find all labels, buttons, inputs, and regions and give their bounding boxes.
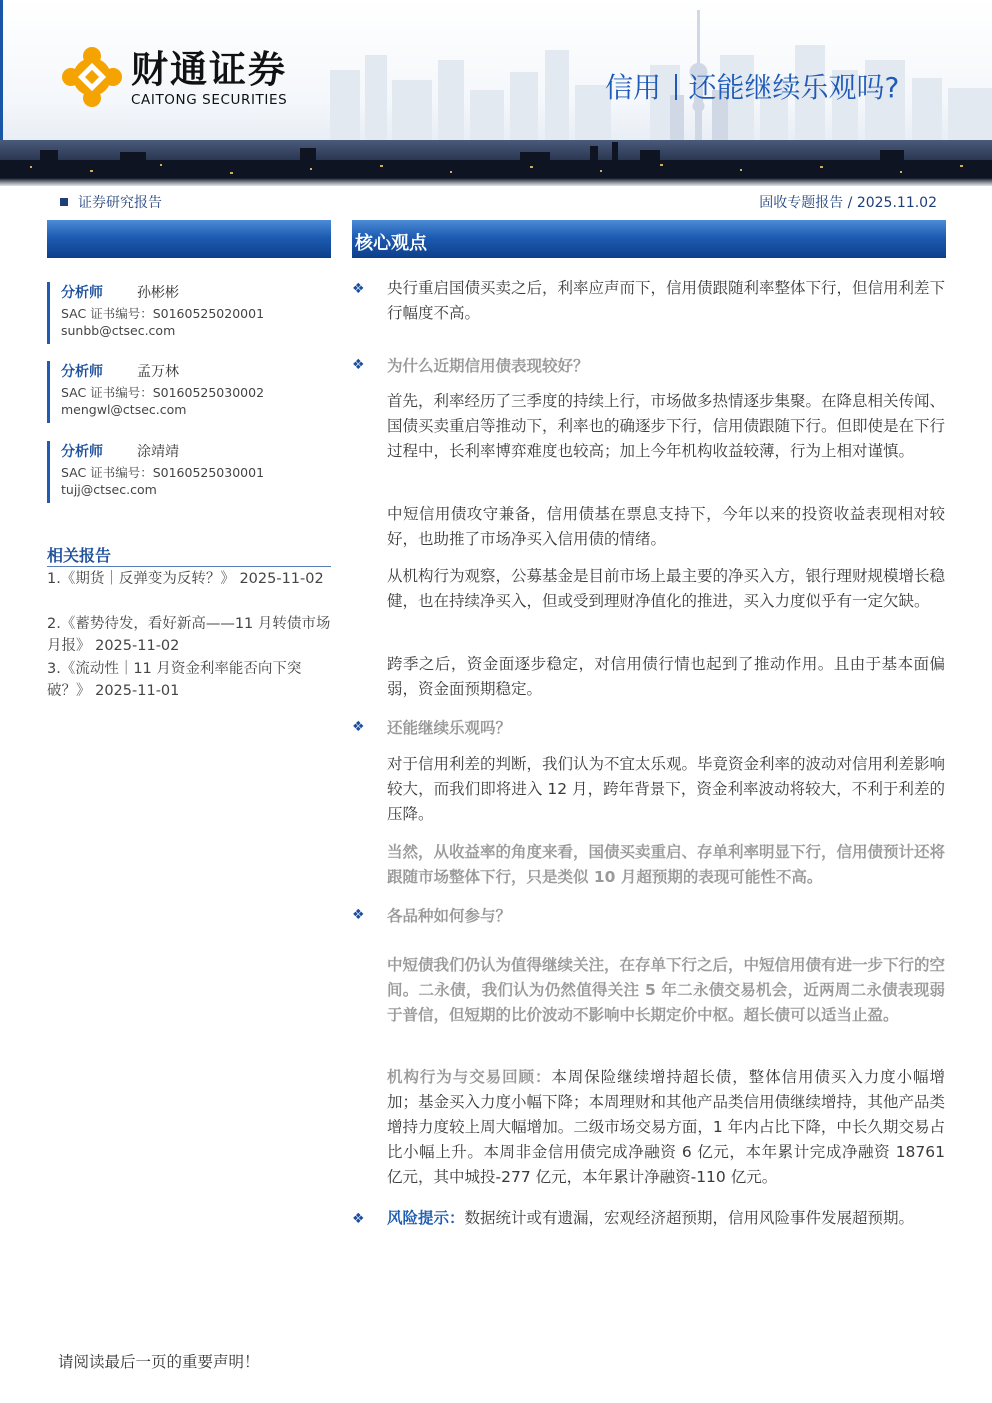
body-paragraph [387, 1065, 945, 1190]
logo-chinese-name: 财通证券 [131, 48, 287, 91]
body-paragraph: 首先，利率经历了三季度的持续上行，市场做多热情逐步集聚。在降息相关传闻、国债买卖重启等推动下，利率也的确逐步下行，信用债跟随下行。但即使是在下行过程中，长利率博弈难度也较高；加上今年机构收益较薄，行为上相对谨慎。 [387, 392, 946, 460]
diamond-bullet-icon: ❖ [352, 281, 365, 297]
section-heading: 为什么近期信用债表现较好？ [387, 357, 589, 375]
related-reports-rule [47, 566, 331, 567]
body-paragraph: 从机构行为观察，公募基金是目前市场上最主要的净买入方，银行理财规模增长稳健，也在持续净买入，但或受到理财净值化的推进，买入力度似乎有一定欠缺。 [387, 567, 946, 610]
report-type [60, 192, 162, 212]
section-heading: 各品种如何参与？ [387, 907, 512, 925]
analyst-card [47, 282, 331, 344]
risk-label: 风险提示： [387, 1209, 465, 1227]
left-column-header-bar [47, 220, 331, 258]
related-reports-title: 相关报告 [47, 546, 112, 565]
analyst-sac-number: SAC 证书编号：S0160525030002 [61, 385, 265, 400]
body-paragraph: 跨季之后，资金面逐步稳定，对信用债行情也起到了推动作用。且由于基本面偏弱，资金面预期稳定。 [387, 655, 945, 698]
analyst-role: 分析师 [61, 285, 103, 301]
report-title-topic: 信用 [605, 71, 662, 104]
diamond-bullet-icon: ❖ [352, 357, 365, 373]
footer-disclaimer-note: 请阅读最后一页的重要声明！ [58, 1353, 260, 1371]
inline-text: 本周保险继续增持超长债，整体信用债买入力度小幅增加；基金买入力度小幅下降；本周理财和其他产品类信用债继续增持，其他产品类增持力度较上周大幅增加。二级市场交易方面，1 年内占比下降，中长久期交易占比小幅上升。本周非金信用债完成净融资 6 亿元，本年累计完成净融资 18761 亿元，其中城投-277 亿元，本年累计净融资-110 亿元。 [387, 1068, 946, 1186]
analyst-name: 孙彬彬 [137, 285, 179, 301]
analyst-accent-bar [47, 282, 50, 344]
square-bullet-icon [60, 198, 68, 206]
body-paragraph-bold: 中短债我们仍认为值得继续关注，在存单下行之后，中短信用债有进一步下行的空间。二永债，我们认为仍然值得关注 5 年二永债交易机会，近两周二永债表现弱于普信，但短期的比价波动不影响中长期定价中枢。超长债可以适当止盈。 [387, 956, 946, 1024]
related-report-item[interactable]: 3.《流动性｜11 月资金利率能否向下突破？》 2025-11-01 [47, 661, 302, 699]
body-paragraph-bold: 当然，从收益率的角度来看，国债买卖重启、存单利率明显下行，信用债预计还将跟随市场整体下行，只是类似 10 月超预期的表现可能性不高。 [387, 843, 946, 886]
related-report-item[interactable]: 2.《蓄势待发，看好新高——11 月转债市场月报》 2025-11-02 [47, 616, 331, 654]
meta-row [0, 186, 992, 216]
left-accent-rule [0, 0, 3, 140]
inline-label: 机构行为与交易回顾： [387, 1068, 552, 1086]
analyst-accent-bar [47, 361, 50, 423]
analyst-card [47, 441, 331, 503]
diamond-bullet-icon: ❖ [352, 1211, 365, 1227]
analyst-sac-number: SAC 证书编号：S0160525030001 [61, 465, 265, 480]
logo-english-name: CAITONG SECURITIES [131, 92, 288, 108]
analyst-role: 分析师 [61, 364, 103, 380]
analyst-sac-number: SAC 证书编号：S0160525020001 [61, 306, 265, 321]
body-paragraph: 中短信用债攻守兼备，信用债基在票息支持下，今年以来的投资收益表现相对较好，也助推了市场净买入信用债的情绪。 [387, 505, 945, 548]
related-report-item[interactable]: 1.《期货｜反弹变为反转？》 2025-11-02 [47, 571, 324, 587]
analyst-name: 孟万林 [137, 364, 179, 380]
summary-paragraph: 央行重启国债买卖之后，利率应声而下，信用债跟随利率整体下行，但信用利差下行幅度不高。 [387, 279, 946, 322]
body-paragraph: 对于信用利差的判断，我们认为不宜太乐观。毕竟资金利率的波动对信用利差影响较大，而我们即将进入 12 月，跨年背景下，资金利率波动将较大，不利于利差的压降。 [387, 755, 946, 823]
caitong-logo-icon [62, 47, 122, 107]
core-view-header-bar [352, 220, 946, 258]
risk-paragraph [387, 1206, 945, 1231]
report-category-date: 固收专题报告 / 2025.11.02 [759, 195, 937, 211]
section-heading: 还能继续乐观吗？ [387, 719, 512, 737]
report-title-question: 还能继续乐观吗? [688, 71, 900, 104]
analyst-email[interactable]: sunbb@ctsec.com [61, 323, 176, 338]
analyst-accent-bar [47, 441, 50, 503]
report-type-label: 证券研究报告 [78, 195, 162, 211]
page-header [0, 0, 992, 186]
report-title [605, 70, 899, 106]
analyst-card [47, 361, 331, 423]
analyst-email[interactable]: tujj@ctsec.com [61, 482, 157, 497]
diamond-bullet-icon: ❖ [352, 907, 365, 923]
diamond-bullet-icon: ❖ [352, 719, 365, 735]
analyst-email[interactable]: mengwl@ctsec.com [61, 402, 187, 417]
core-view-title: 核心观点 [355, 233, 427, 254]
analyst-role: 分析师 [61, 444, 103, 460]
risk-text: 数据统计或有遗漏，宏观经济超预期，信用风险事件发展超预期。 [464, 1209, 915, 1227]
title-divider [675, 74, 677, 100]
analyst-name: 涂靖靖 [137, 444, 179, 460]
